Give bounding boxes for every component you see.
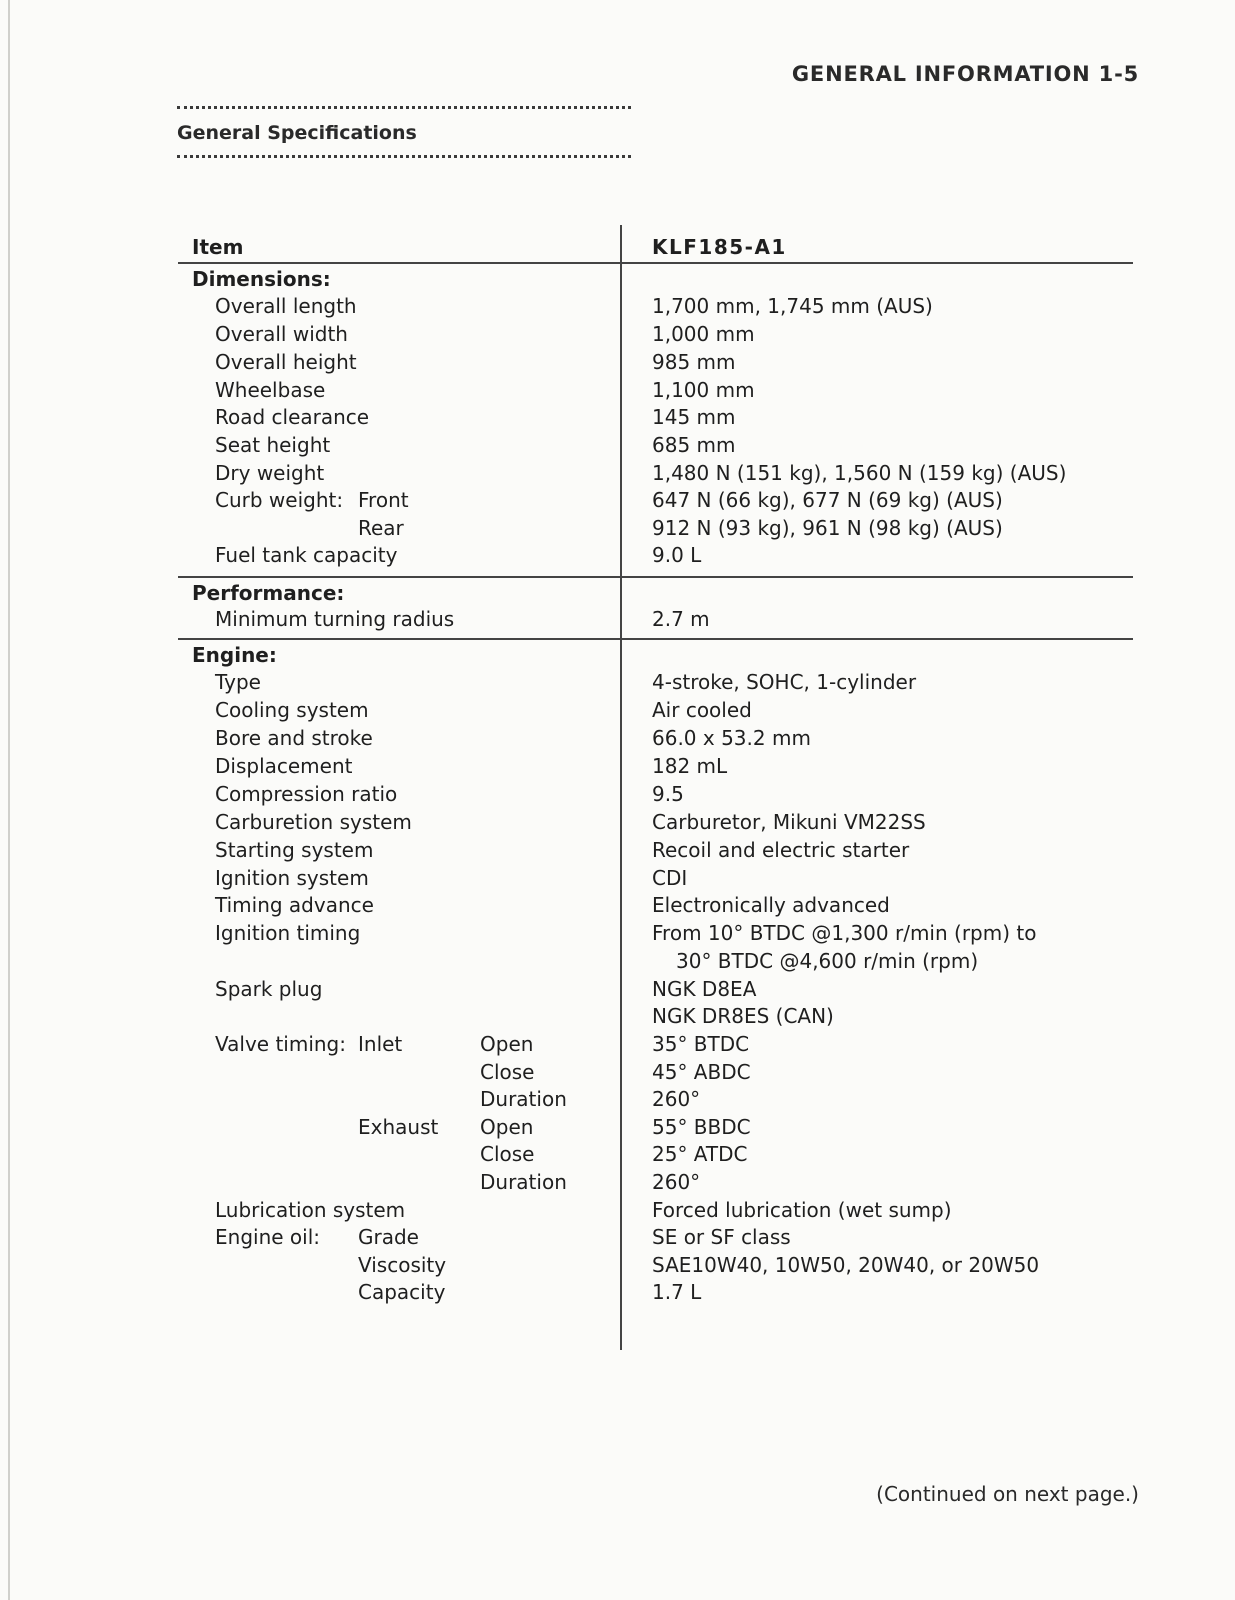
table-row [0, 1059, 1235, 1087]
sub-item-label: Grade [358, 1225, 419, 1249]
spec-value: Forced lubrication (wet sump) [652, 1198, 952, 1222]
spec-value: 145 mm [652, 405, 736, 429]
item-label: Spark plug [215, 977, 323, 1001]
item-label: Lubrication system [215, 1198, 406, 1222]
spec-value: 260° [652, 1087, 701, 1111]
spec-value: 45° ABDC [652, 1060, 751, 1084]
table-row [0, 293, 1235, 321]
table-row [0, 725, 1235, 753]
group-heading: Engine: [192, 643, 277, 667]
table-row [0, 920, 1235, 948]
item-label: Wheelbase [215, 378, 326, 402]
item-label: Starting system [215, 838, 374, 862]
spec-value: 55° BBDC [652, 1115, 751, 1139]
table-row [0, 976, 1235, 1004]
item-label: Seat height [215, 433, 331, 457]
spec-value: NGK DR8ES (CAN) [652, 1004, 834, 1028]
spec-value: 4-stroke, SOHC, 1-cylinder [652, 670, 917, 694]
section-group-row [0, 580, 1235, 608]
item-label: Overall length [215, 294, 357, 318]
sub-item-label: Front [358, 488, 409, 512]
item-label: Dry weight [215, 461, 325, 485]
table-row [0, 669, 1235, 697]
item-label: Fuel tank capacity [215, 543, 398, 567]
spec-value: 182 mL [652, 754, 728, 778]
table-row [0, 1169, 1235, 1197]
spec-value: 25° ATDC [652, 1142, 748, 1166]
table-row [0, 542, 1235, 570]
table-row [0, 1224, 1235, 1252]
section-group-row [0, 266, 1235, 294]
item-label: Cooling system [215, 698, 369, 722]
continued-note: (Continued on next page.) [876, 1482, 1139, 1506]
group-heading: Performance: [192, 581, 345, 605]
spec-value: 647 N (66 kg), 677 N (69 kg) (AUS) [652, 488, 1003, 512]
spec-value: 66.0 x 53.2 mm [652, 726, 811, 750]
spec-value: 685 mm [652, 433, 736, 457]
spec-value: From 10° BTDC @1,300 r/min (rpm) to [652, 921, 1037, 945]
spec-value: 912 N (93 kg), 961 N (98 kg) (AUS) [652, 516, 1003, 540]
section-title: General Specifications [177, 122, 417, 144]
section-group-row [0, 642, 1235, 670]
item-label: Compression ratio [215, 782, 398, 806]
sub-item-label: Exhaust [358, 1115, 439, 1139]
dimensions-rule [178, 576, 1133, 578]
detail-label: Close [480, 1142, 535, 1166]
spec-value: 35° BTDC [652, 1032, 750, 1056]
table-row [0, 1003, 1235, 1031]
detail-label: Duration [480, 1087, 567, 1111]
spec-value: 985 mm [652, 350, 736, 374]
item-label: Minimum turning radius [215, 607, 455, 631]
table-row [0, 1031, 1235, 1059]
table-row [0, 781, 1235, 809]
spec-value: SAE10W40, 10W50, 20W40, or 20W50 [652, 1253, 1040, 1277]
item-label: Overall width [215, 322, 348, 346]
table-row [0, 892, 1235, 920]
table-row [0, 697, 1235, 725]
table-row [0, 460, 1235, 488]
sub-item-label: Capacity [358, 1280, 446, 1304]
table-row [0, 865, 1235, 893]
table-row [0, 1086, 1235, 1114]
item-label: Ignition timing [215, 921, 361, 945]
table-row [0, 837, 1235, 865]
item-label: Ignition system [215, 866, 369, 890]
table-row [0, 1279, 1235, 1307]
table-row [0, 377, 1235, 405]
sub-item-label: Viscosity [358, 1253, 447, 1277]
spec-value: Carburetor, Mikuni VM22SS [652, 810, 926, 834]
table-row [0, 1252, 1235, 1280]
table-row [0, 432, 1235, 460]
table-row [0, 515, 1235, 543]
table-row [0, 1197, 1235, 1225]
sub-item-label: Rear [358, 516, 404, 540]
item-label: Road clearance [215, 405, 370, 429]
item-label: Type [215, 670, 261, 694]
item-label: Valve timing: [215, 1032, 346, 1056]
spec-value: 9.5 [652, 782, 684, 806]
table-row [0, 606, 1235, 634]
dotted-rule-bottom [177, 155, 631, 158]
sub-item-label: Inlet [358, 1032, 403, 1056]
spec-value: Electronically advanced [652, 893, 890, 917]
spec-value: Recoil and electric starter [652, 838, 910, 862]
item-label: Carburetion system [215, 810, 412, 834]
header-rule [178, 262, 1133, 264]
table-row [0, 1114, 1235, 1142]
table-row [0, 404, 1235, 432]
column-header-model: KLF185-A1 [652, 235, 787, 259]
dotted-rule-top [177, 106, 631, 109]
spec-value: CDI [652, 866, 688, 890]
item-label: Timing advance [215, 893, 374, 917]
spec-value: 1,100 mm [652, 378, 755, 402]
table-row [0, 1141, 1235, 1169]
item-label: Curb weight: [215, 488, 344, 512]
spec-value: 2.7 m [652, 607, 710, 631]
item-label: Displacement [215, 754, 353, 778]
column-header-item: Item [192, 235, 244, 259]
spec-value-continued: 30° BTDC @4,600 r/min (rpm) [676, 949, 979, 973]
spec-value: 260° [652, 1170, 701, 1194]
detail-label: Duration [480, 1170, 567, 1194]
item-label: Engine oil: [215, 1225, 320, 1249]
spec-value: 1.7 L [652, 1280, 702, 1304]
group-heading: Dimensions: [192, 267, 331, 291]
item-label: Overall height [215, 350, 357, 374]
detail-label: Open [480, 1115, 534, 1139]
table-row [0, 321, 1235, 349]
table-row [0, 753, 1235, 781]
page-header: GENERAL INFORMATION 1-5 [791, 62, 1139, 86]
table-row [0, 948, 1235, 976]
detail-label: Close [480, 1060, 535, 1084]
detail-label: Open [480, 1032, 534, 1056]
spec-value: 9.0 L [652, 543, 702, 567]
table-row [0, 487, 1235, 515]
spec-value: NGK D8EA [652, 977, 757, 1001]
performance-rule [178, 638, 1133, 640]
spec-value: SE or SF class [652, 1225, 791, 1249]
item-label: Bore and stroke [215, 726, 373, 750]
spec-value: 1,700 mm, 1,745 mm (AUS) [652, 294, 933, 318]
spec-value: 1,480 N (151 kg), 1,560 N (159 kg) (AUS) [652, 461, 1067, 485]
spec-value: 1,000 mm [652, 322, 755, 346]
spec-value: Air cooled [652, 698, 752, 722]
table-row [0, 809, 1235, 837]
table-row [0, 349, 1235, 377]
